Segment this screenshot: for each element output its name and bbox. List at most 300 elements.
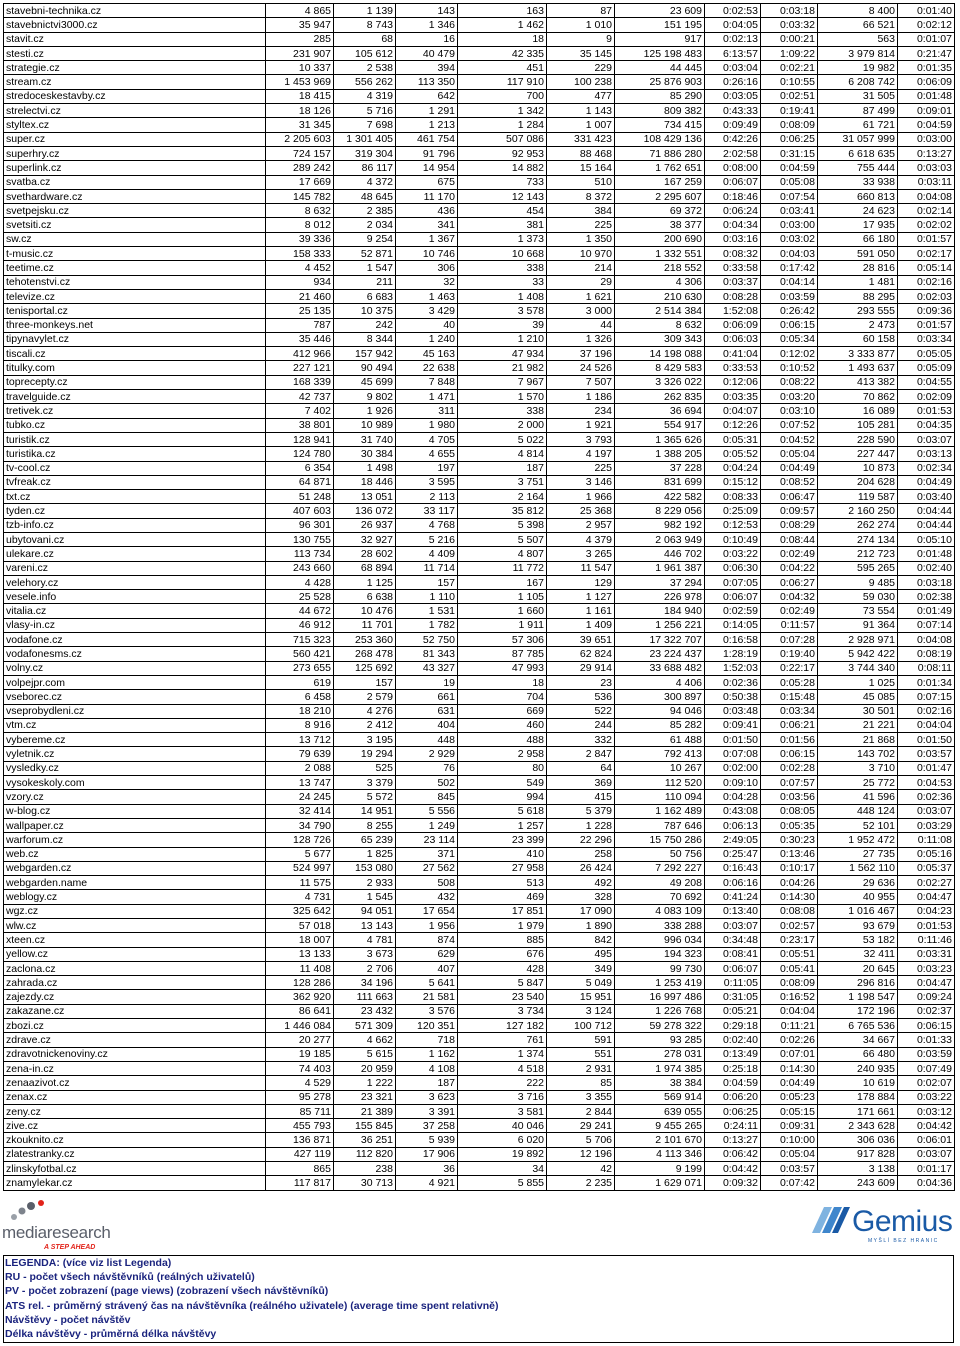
site-name-cell: three-monkeys.net	[4, 318, 266, 332]
value-cell: 0:10:52	[761, 361, 818, 375]
value-cell: 25 135	[266, 304, 334, 318]
value-cell: 0:31:15	[761, 146, 818, 160]
table-row	[4, 733, 955, 747]
value-cell: 0:02:16	[898, 704, 955, 718]
value-cell: 204 628	[818, 475, 898, 489]
value-cell: 151 195	[615, 18, 705, 32]
table-row	[4, 604, 955, 618]
value-cell: 407	[396, 961, 458, 975]
value-cell: 0:02:53	[705, 4, 761, 18]
value-cell: 2:02:58	[705, 146, 761, 160]
site-name-cell: w-blog.cz	[4, 804, 266, 818]
value-cell: 11 772	[458, 561, 547, 575]
site-name-cell: wallpaper.cz	[4, 818, 266, 832]
value-cell: 110 094	[615, 790, 705, 804]
value-cell: 13 143	[334, 919, 396, 933]
value-cell: 1 256 221	[615, 618, 705, 632]
value-cell: 5 618	[458, 804, 547, 818]
value-cell: 226 978	[615, 590, 705, 604]
table-row	[4, 790, 955, 804]
table-row	[4, 947, 955, 961]
value-cell: 2 958	[458, 747, 547, 761]
value-cell: 1 143	[547, 104, 615, 118]
value-cell: 44	[547, 318, 615, 332]
value-cell: 0:04:47	[898, 976, 955, 990]
table-row	[4, 590, 955, 604]
site-name-cell: zaclona.cz	[4, 961, 266, 975]
value-cell: 5 677	[266, 847, 334, 861]
value-cell: 0:06:24	[705, 204, 761, 218]
table-row	[4, 561, 955, 575]
value-cell: 0:02:13	[705, 32, 761, 46]
value-cell: 86 641	[266, 1004, 334, 1018]
value-cell: 2 343 628	[818, 1119, 898, 1133]
value-cell: 227 447	[818, 447, 898, 461]
value-cell: 0:07:49	[898, 1061, 955, 1075]
value-cell: 0:26:42	[761, 304, 818, 318]
value-cell: 0:08:05	[761, 804, 818, 818]
value-cell: 23 432	[334, 1004, 396, 1018]
value-cell: 21 460	[266, 289, 334, 303]
table-row	[4, 261, 955, 275]
value-cell: 0:08:00	[705, 161, 761, 175]
value-cell: 0:12:53	[705, 518, 761, 532]
value-cell: 52 871	[334, 247, 396, 261]
value-cell: 52 101	[818, 818, 898, 832]
value-cell: 0:06:15	[761, 747, 818, 761]
value-cell: 792 413	[615, 747, 705, 761]
table-row	[4, 647, 955, 661]
value-cell: 27 735	[818, 847, 898, 861]
value-cell: 5 507	[458, 532, 547, 546]
value-cell: 37 196	[547, 347, 615, 361]
value-cell: 9 254	[334, 232, 396, 246]
value-cell: 6:13:57	[705, 46, 761, 60]
value-cell: 11 701	[334, 618, 396, 632]
value-cell: 0:16:52	[761, 990, 818, 1004]
value-cell: 37 294	[615, 575, 705, 589]
value-cell: 6 765 536	[818, 1019, 898, 1033]
value-cell: 0:31:05	[705, 990, 761, 1004]
legend-title: LEGENDA: (více viz list Legenda)	[5, 1257, 172, 1269]
value-cell: 502	[396, 776, 458, 790]
table-row	[4, 547, 955, 561]
value-cell: 171 661	[818, 1104, 898, 1118]
site-name-cell: vtm.cz	[4, 718, 266, 732]
value-cell: 0:04:49	[898, 475, 955, 489]
site-name-cell: vyletnik.cz	[4, 747, 266, 761]
value-cell: 0:04:36	[898, 1176, 955, 1190]
value-cell: 0:01:57	[898, 318, 955, 332]
site-name-cell: zakazane.cz	[4, 1004, 266, 1018]
value-cell: 0:03:12	[898, 1104, 955, 1118]
value-cell: 19 294	[334, 747, 396, 761]
value-cell: 14 954	[396, 161, 458, 175]
table-row	[4, 1104, 955, 1118]
site-name-cell: wlw.cz	[4, 919, 266, 933]
site-name-cell: zdravotnickenoviny.cz	[4, 1047, 266, 1061]
value-cell: 34 667	[818, 1033, 898, 1047]
value-cell: 1 110	[396, 590, 458, 604]
value-cell: 0:10:49	[705, 532, 761, 546]
site-name-cell: zlatestranky.cz	[4, 1147, 266, 1161]
value-cell: 2 933	[334, 876, 396, 890]
value-cell: 2 928 971	[818, 633, 898, 647]
value-cell: 13 051	[334, 490, 396, 504]
value-cell: 136 072	[334, 504, 396, 518]
value-cell: 404	[396, 718, 458, 732]
value-cell: 136 871	[266, 1133, 334, 1147]
value-cell: 293 555	[818, 304, 898, 318]
table-row	[4, 1119, 955, 1133]
site-name-cell: tipynavylet.cz	[4, 332, 266, 346]
site-name-cell: turistika.cz	[4, 447, 266, 461]
value-cell: 61 721	[818, 118, 898, 132]
table-row	[4, 275, 955, 289]
value-cell: 0:30:23	[761, 833, 818, 847]
value-cell: 0:05:15	[761, 1104, 818, 1118]
value-cell: 0:11:05	[705, 976, 761, 990]
value-cell: 0:06:03	[705, 332, 761, 346]
value-cell: 0:03:07	[898, 1147, 955, 1161]
value-cell: 20 277	[266, 1033, 334, 1047]
value-cell: 413 382	[818, 375, 898, 389]
value-cell: 1 961 387	[615, 561, 705, 575]
value-cell: 24 526	[547, 361, 615, 375]
site-name-cell: tyden.cz	[4, 504, 266, 518]
value-cell: 194 323	[615, 947, 705, 961]
value-cell: 724 157	[266, 146, 334, 160]
table-row	[4, 904, 955, 918]
value-cell: 86 117	[334, 161, 396, 175]
value-cell: 268 478	[334, 647, 396, 661]
value-cell: 0:05:37	[898, 861, 955, 875]
value-cell: 0:03:29	[898, 818, 955, 832]
value-cell: 0:04:08	[898, 633, 955, 647]
site-name-cell: vitalia.cz	[4, 604, 266, 618]
value-cell: 1 446 084	[266, 1019, 334, 1033]
value-cell: 4 276	[334, 704, 396, 718]
value-cell: 172 196	[818, 1004, 898, 1018]
value-cell: 0:02:07	[898, 1076, 955, 1090]
value-cell: 6 354	[266, 461, 334, 475]
value-cell: 6 458	[266, 690, 334, 704]
value-cell: 200 690	[615, 232, 705, 246]
value-cell: 88 468	[547, 146, 615, 160]
value-cell: 129	[547, 575, 615, 589]
value-cell: 4 655	[396, 447, 458, 461]
legend-item-pv: PV - počet zobrazení (page views) (zobrazení všech návštěvníků)	[5, 1285, 329, 1298]
value-cell: 306 036	[818, 1133, 898, 1147]
value-cell: 1 350	[547, 232, 615, 246]
gemius-mark-icon	[808, 1203, 852, 1237]
value-cell: 3 793	[547, 432, 615, 446]
table-row	[4, 418, 955, 432]
value-cell: 410	[458, 847, 547, 861]
value-cell: 0:03:34	[898, 332, 955, 346]
value-cell: 446 702	[615, 547, 705, 561]
value-cell: 510	[547, 175, 615, 189]
value-cell: 0:08:33	[705, 490, 761, 504]
value-cell: 18 126	[266, 104, 334, 118]
value-cell: 23 399	[458, 833, 547, 847]
value-cell: 32 414	[266, 804, 334, 818]
value-cell: 0:09:24	[898, 990, 955, 1004]
value-cell: 289 242	[266, 161, 334, 175]
value-cell: 554 917	[615, 418, 705, 432]
value-cell: 68	[334, 32, 396, 46]
table-row	[4, 189, 955, 203]
value-cell: 42 335	[458, 46, 547, 60]
value-cell: 29 241	[547, 1119, 615, 1133]
value-cell: 8 372	[547, 189, 615, 203]
value-cell: 865	[266, 1162, 334, 1176]
site-name-cell: sw.cz	[4, 232, 266, 246]
site-name-cell: tretivek.cz	[4, 404, 266, 418]
value-cell: 371	[396, 847, 458, 861]
value-cell: 0:01:47	[898, 761, 955, 775]
value-cell: 1 980	[396, 418, 458, 432]
value-cell: 994	[458, 790, 547, 804]
value-cell: 2 931	[547, 1061, 615, 1075]
value-cell: 222	[458, 1076, 547, 1090]
value-cell: 4 705	[396, 432, 458, 446]
table-row	[4, 404, 955, 418]
value-cell: 13 133	[266, 947, 334, 961]
table-row	[4, 218, 955, 232]
value-cell: 88 295	[818, 289, 898, 303]
value-cell: 23 540	[458, 990, 547, 1004]
value-cell: 0:01:35	[898, 61, 955, 75]
value-cell: 2 205 603	[266, 132, 334, 146]
value-cell: 12 143	[458, 189, 547, 203]
value-cell: 18	[458, 32, 547, 46]
value-cell: 22 638	[396, 361, 458, 375]
value-cell: 0:25:09	[705, 504, 761, 518]
value-cell: 551	[547, 1047, 615, 1061]
site-name-cell: super.cz	[4, 132, 266, 146]
value-cell: 2 538	[334, 61, 396, 75]
value-cell: 1 782	[396, 618, 458, 632]
value-cell: 461 754	[396, 132, 458, 146]
value-cell: 1 240	[396, 332, 458, 346]
value-cell: 1 213	[396, 118, 458, 132]
value-cell: 0:02:38	[898, 590, 955, 604]
value-cell: 21 221	[818, 718, 898, 732]
table-row	[4, 861, 955, 875]
value-cell: 0:14:30	[761, 1061, 818, 1075]
value-cell: 5 939	[396, 1133, 458, 1147]
value-cell: 4 921	[396, 1176, 458, 1190]
value-cell: 0:05:04	[761, 447, 818, 461]
value-cell: 1 127	[547, 590, 615, 604]
value-cell: 0:08:22	[761, 375, 818, 389]
value-cell: 76	[396, 761, 458, 775]
value-cell: 0:08:52	[761, 475, 818, 489]
value-cell: 23 114	[396, 833, 458, 847]
value-cell: 17 669	[266, 175, 334, 189]
site-name-cell: vseborec.cz	[4, 690, 266, 704]
table-row	[4, 976, 955, 990]
value-cell: 0:06:15	[898, 1019, 955, 1033]
value-cell: 0:07:05	[705, 575, 761, 589]
value-cell: 412 966	[266, 347, 334, 361]
value-cell: 17 851	[458, 904, 547, 918]
value-cell: 0:04:32	[761, 590, 818, 604]
value-cell: 1 926	[334, 404, 396, 418]
value-cell: 45 699	[334, 375, 396, 389]
table-row	[4, 75, 955, 89]
table-row	[4, 618, 955, 632]
table-row	[4, 1147, 955, 1161]
value-cell: 3 429	[396, 304, 458, 318]
value-cell: 6 020	[458, 1133, 547, 1147]
value-cell: 381	[458, 218, 547, 232]
value-cell: 507 086	[458, 132, 547, 146]
site-name-cell: tv-cool.cz	[4, 461, 266, 475]
table-row	[4, 675, 955, 689]
value-cell: 508	[396, 876, 458, 890]
value-cell: 1 825	[334, 847, 396, 861]
value-cell: 4 379	[547, 532, 615, 546]
table-row	[4, 575, 955, 589]
site-name-cell: weblogy.cz	[4, 890, 266, 904]
value-cell: 0:01:53	[898, 404, 955, 418]
value-cell: 0:09:10	[705, 776, 761, 790]
value-cell: 0:07:57	[761, 776, 818, 790]
value-cell: 66 180	[818, 232, 898, 246]
value-cell: 1 463	[396, 289, 458, 303]
value-cell: 325 642	[266, 904, 334, 918]
value-cell: 21 868	[818, 733, 898, 747]
value-cell: 0:12:06	[705, 375, 761, 389]
value-cell: 285	[266, 32, 334, 46]
value-cell: 8 916	[266, 718, 334, 732]
table-row	[4, 718, 955, 732]
value-cell: 49 208	[615, 876, 705, 890]
value-cell: 108 429 136	[615, 132, 705, 146]
table-row	[4, 475, 955, 489]
value-cell: 43 327	[396, 661, 458, 675]
value-cell: 917 828	[818, 1147, 898, 1161]
value-cell: 33	[458, 275, 547, 289]
value-cell: 85 282	[615, 718, 705, 732]
table-row	[4, 89, 955, 103]
value-cell: 16	[396, 32, 458, 46]
value-cell: 448 124	[818, 804, 898, 818]
value-cell: 184 940	[615, 604, 705, 618]
value-cell: 10 375	[334, 304, 396, 318]
value-cell: 96 301	[266, 518, 334, 532]
value-cell: 0:04:34	[705, 218, 761, 232]
value-cell: 47 993	[458, 661, 547, 675]
value-cell: 0:13:27	[705, 1133, 761, 1147]
value-cell: 8 632	[266, 204, 334, 218]
value-cell: 0:04:03	[761, 247, 818, 261]
value-cell: 3 391	[396, 1104, 458, 1118]
value-cell: 253 360	[334, 633, 396, 647]
value-cell: 0:08:41	[705, 947, 761, 961]
value-cell: 591	[547, 1033, 615, 1047]
value-cell: 0:01:33	[898, 1033, 955, 1047]
value-cell: 5 615	[334, 1047, 396, 1061]
site-name-cell: zahrada.cz	[4, 976, 266, 990]
value-cell: 1 462	[458, 18, 547, 32]
value-cell: 0:06:47	[761, 490, 818, 504]
value-cell: 38 801	[266, 418, 334, 432]
site-name-cell: znamylekar.cz	[4, 1176, 266, 1190]
table-row	[4, 761, 955, 775]
value-cell: 7 507	[547, 375, 615, 389]
value-cell: 3 124	[547, 1004, 615, 1018]
value-cell: 525	[334, 761, 396, 775]
gemius-name: Gemius	[852, 1205, 953, 1238]
value-cell: 35 446	[266, 332, 334, 346]
site-name-cell: turistik.cz	[4, 432, 266, 446]
table-row	[4, 1047, 955, 1061]
value-cell: 996 034	[615, 933, 705, 947]
value-cell: 0:03:00	[898, 132, 955, 146]
value-cell: 427 119	[266, 1147, 334, 1161]
value-cell: 0:03:35	[705, 390, 761, 404]
value-cell: 3 581	[458, 1104, 547, 1118]
value-cell: 85 290	[615, 89, 705, 103]
value-cell: 30 384	[334, 447, 396, 461]
value-cell: 2 113	[396, 490, 458, 504]
value-cell: 5 022	[458, 432, 547, 446]
value-cell: 0:34:48	[705, 933, 761, 947]
value-cell: 39 336	[266, 232, 334, 246]
value-cell: 0:50:38	[705, 690, 761, 704]
value-cell: 46 912	[266, 618, 334, 632]
table-row	[4, 1090, 955, 1104]
value-cell: 1 291	[396, 104, 458, 118]
value-cell: 0:05:23	[761, 1090, 818, 1104]
value-cell: 0:19:40	[761, 647, 818, 661]
value-cell: 0:02:00	[705, 761, 761, 775]
site-name-cell: toprecepty.cz	[4, 375, 266, 389]
table-row	[4, 504, 955, 518]
value-cell: 40 955	[818, 890, 898, 904]
value-cell: 33 938	[818, 175, 898, 189]
value-cell: 157	[396, 575, 458, 589]
value-cell: 0:09:32	[705, 1176, 761, 1190]
value-cell: 0:15:48	[761, 690, 818, 704]
table-row	[4, 375, 955, 389]
value-cell: 0:04:42	[898, 1119, 955, 1133]
value-cell: 39	[458, 318, 547, 332]
value-cell: 460	[458, 718, 547, 732]
site-name-cell: svetpejsku.cz	[4, 204, 266, 218]
value-cell: 57 018	[266, 919, 334, 933]
value-cell: 87 785	[458, 647, 547, 661]
site-name-cell: tubko.cz	[4, 418, 266, 432]
site-name-cell: stream.cz	[4, 75, 266, 89]
value-cell: 0:17:42	[761, 261, 818, 275]
value-cell: 1 007	[547, 118, 615, 132]
value-cell: 19	[396, 675, 458, 689]
value-cell: 2 000	[458, 418, 547, 432]
site-name-cell: strategie.cz	[4, 61, 266, 75]
value-cell: 0:22:17	[761, 661, 818, 675]
value-cell: 13 747	[266, 776, 334, 790]
site-name-cell: stredoceskestavby.cz	[4, 89, 266, 103]
value-cell: 536	[547, 690, 615, 704]
value-cell: 675	[396, 175, 458, 189]
value-cell: 8 344	[334, 332, 396, 346]
value-cell: 0:04:07	[705, 404, 761, 418]
value-cell: 243 660	[266, 561, 334, 575]
